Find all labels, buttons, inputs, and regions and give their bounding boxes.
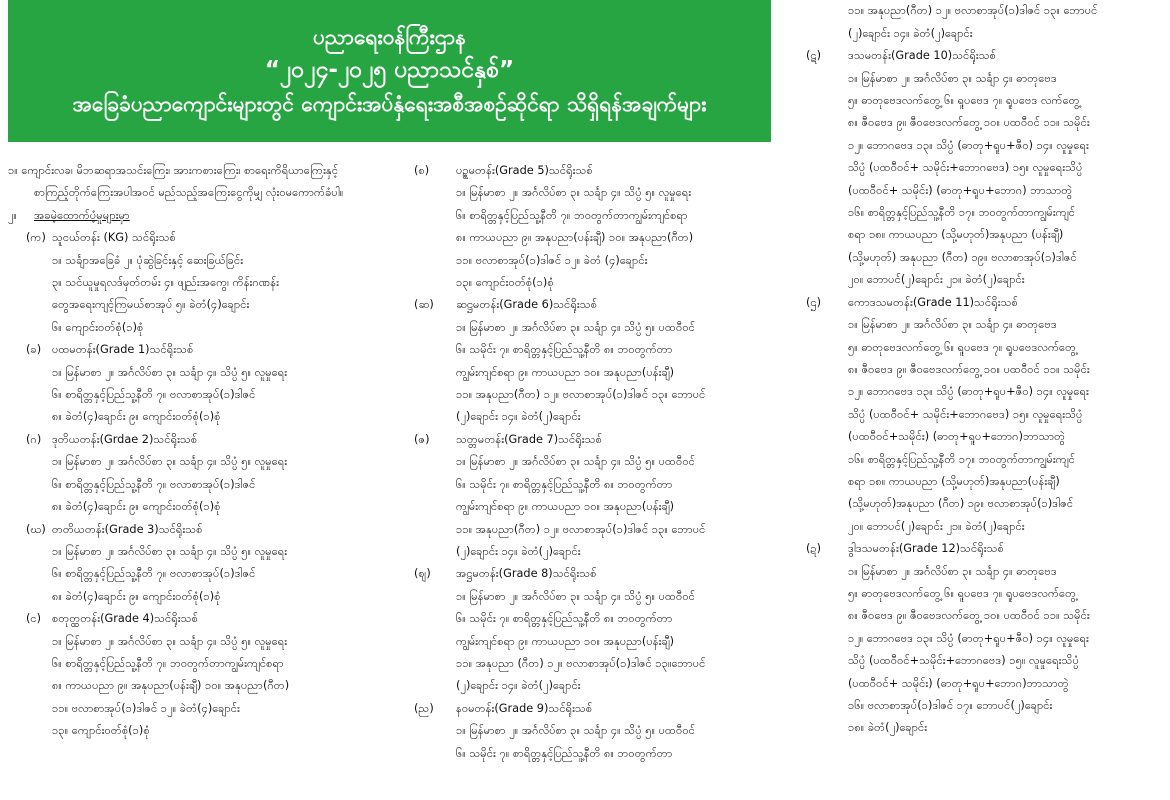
grade-item-line: ၁။ မြန်မာစာ ၂။ အင်္ဂလိပ်စာ ၃။ သင်္ချာ ၄။ သိပ္ပံ ၅။ ပထဝီဝင် (456, 455, 695, 469)
grade-list-1 (8, 227, 396, 742)
grade-item-line: ၁၂။ ဘောဂဗေဒ ၁၃။ သိပ္ပံ (ဓာတု+ရူပ+ဇီဝ) ၁၄။ လူမှုရေး (848, 138, 1089, 152)
grade-block (806, 45, 1170, 291)
grade-block (806, 292, 1170, 538)
heading-text: အခမဲ့ထောက်ပံ့မှုများမှာ (34, 208, 130, 222)
grade-heading (414, 698, 784, 720)
grade-item-line: သိပ္ပံ (ပထဝီဝင်+သမိုင်း+ဘောဂဗေဒ) ၁၅။ လူမှုရေးသိပ္ပံ (848, 654, 1079, 668)
grade-item-line: ၁။ မြန်မာစာ ၂။ အင်္ဂလိပ်စာ ၃။ သင်္ချာ ၄။ ဓာတုဗေဒ (848, 564, 1057, 578)
grade-item-line: (၂)ချောင်း ၁၄။ ခဲတံ(၂)ချောင်း (848, 26, 973, 40)
grade-item-line: ၁။ မြန်မာစာ ၂။ အင်္ဂလိပ်စာ ၃။ သင်္ချာ ၄။ သိပ္ပံ ၅။ လူမှုရေး (52, 455, 288, 469)
notice-title: အခြေခံပညာကျောင်းများတွင် ကျောင်းအပ်နှံရေးအစီအစဉ်ဆိုင်ရာ သိရှိရန်အချက်များ (72, 92, 707, 116)
grade-item-line: ကျွမ်းကျင်စရာ ၉။ ကာယပညာ ၁၀။ အနုပညာ(ပန်းချီ) (456, 634, 675, 648)
title-banner (8, 0, 771, 142)
grade-item-line: ၈။ ခဲတံ(၄)ချောင်း ၉။ ကျောင်းဝတ်စုံ(၁)စုံ (52, 410, 221, 424)
grade-block (806, 538, 1170, 740)
grade-item-line: ၁၈။ ခဲတံ(၂)ချောင်း (848, 721, 928, 735)
grade-item-line: ၆။ စာရိတ္တနှင့်ပြည်သူ့နီတိ ၇။ ဗလာစာအုပ်(၁)ဒါဇင် (52, 567, 256, 581)
grade-marker: (ဌ) (806, 295, 822, 309)
grade-item-line: ၁။ မြန်မာစာ ၂။ အင်္ဂလိပ်စာ ၃။ သင်္ချာ ၄။ သိပ္ပံ ၅။ ပထဝီဝင် (456, 320, 695, 334)
grade-item-line: ၈။ ကာယပညာ ၉။ အနုပညာ(ပန်းချီ) ၁၀။ အနုပညာ(ဂီတ) (52, 679, 290, 693)
column-1 (8, 160, 396, 743)
grade-heading (8, 429, 396, 451)
grade-marker: (ဋ) (806, 49, 822, 63)
grade-marker: (ည) (414, 701, 434, 715)
grade-item-line: ၁၆။ စာရိတ္တနှင့်ပြည်သူ့နီတိ ၁၇။ ဘဝတွက်တာကျွမ်းကျင် (848, 206, 1075, 220)
grade-item-line: ၁၂။ ဘောဂဗေဒ ၁၃။ သိပ္ပံ (ဓာတု+ရူပ+ဇီဝ) ၁၄။ လူမှုရေး (848, 385, 1089, 399)
grade-item-line: ၈။ ခဲတံ(၄)ချောင်း ၉။ ကျောင်းဝတ်စုံ(၁)စုံ (52, 500, 221, 514)
grade-item-line: ၆။ သမိုင်း ၇။ စာရိတ္တနှင့်ပြည်သူ့နီတိ ၈။ ဘဝတွက်တာ (456, 477, 673, 491)
grade-item-line: ၆။ စာရိတ္တနှင့်ပြည်သူ့နီတိ ၇။ ဗလာစာအုပ်(၁)ဒါဇင် (52, 388, 256, 402)
grade-item-line: (၂)ချောင်း ၁၄။ ခဲတံ(၂)ချောင်း (456, 679, 581, 693)
grade-block (8, 339, 396, 429)
grade-title: စတုတ္ထတန်း(Grade 4)သင်ရိုးသစ် (52, 612, 198, 626)
ministry-name: ပညာရေးဝန်ကြီးဌာန (313, 25, 466, 49)
grade-item-line: ၈။ ဇီဝဗေဒ ၉။ ဇီဝဗေဒလက်တွေ့ ၁၀။ ပထဝီဝင် ၁၁။ သမိုင်း (848, 116, 1090, 130)
grade-item-line: ၈။ ဇီဝဗေဒ ၉။ ဇီဝဗေဒလက်တွေ့ ၁၀။ ပထဝီဝင် ၁၁။ သမိုင်း (848, 362, 1090, 376)
grade-item-line: ၁။ မြန်မာစာ ၂။ အင်္ဂလိပ်စာ ၃။ သင်္ချာ ၄။ သိပ္ပံ ၅။ ပထဝီဝင် (456, 724, 695, 738)
grade-heading (414, 563, 784, 585)
grade-block (414, 294, 784, 428)
grade-item-line: ၁၂။ ဘောဂဗေဒ ၁၃။ သိပ္ပံ (ဓာတု+ရူပ+ဇီဝ) ၁၄။ လူမှုရေး (848, 631, 1089, 645)
grade-marker: (င) (26, 612, 42, 626)
grade-marker: (ဇ) (414, 432, 430, 446)
grade-marker: (ဃ) (26, 522, 46, 536)
heading-number: ၂။ (8, 208, 17, 222)
grade-title: အဋ္ဌမတန်း(Grade 8)သင်ရိုးသစ် (456, 567, 597, 581)
grade-marker: (ဈ) (414, 567, 431, 581)
grade-item-line: ၁၁။ ဗလာစာအုပ်(၁)ဒါဇင် ၁၂။ ခဲတံ(၄)ချောင်း (52, 701, 240, 715)
grade-item-line: ၅။ ဓာတုဗေဒလက်တွေ့ ၆။ ရူပဗေဒ ၇။ ရူပဗေဒလက်တွေ့ (848, 586, 1077, 600)
grade-title: သတ္တမတန်း(Grade 7)သင်ရိုးသစ် (456, 432, 602, 446)
grade-item-line: ၁။ မြန်မာစာ ၂။ အင်္ဂလိပ်စာ ၃။ သင်္ချာ ၄။ သိပ္ပံ ၅။ လူမှုရေး (52, 544, 288, 558)
grade-marker: (ဆ) (414, 298, 434, 312)
grade-item-line: စရာ ၁၈။ ကာယပညာ (သို့မဟုတ်)အနုပညာ (ပန်းချီ) (848, 228, 1064, 242)
grade-item-line: ၂၀။ ဘောပင်(၂)ချောင်း ၂၁။ ခဲတံ(၂)ချောင်း (848, 519, 1025, 533)
grade-title: ဒွါဒသမတန်း(Grade 12)သင်ရိုးသစ် (848, 542, 1004, 556)
column-2 (414, 160, 784, 765)
column-3 (806, 0, 1170, 740)
grade-block (8, 227, 396, 339)
grade-block (8, 429, 396, 519)
grade-title: သူငယ်တန်း (KG) သင်ရိုးသစ် (52, 231, 176, 245)
grade-item-line: (၂)ချောင်း ၁၄။ ခဲတံ(၂)ချောင်း (456, 410, 581, 424)
grade-block (414, 160, 784, 294)
grade-title: တတိယတန်း(Grade 3)သင်ရိုးသစ် (52, 522, 203, 536)
grade-item-line: တွေအရေးကျင့်ကြမယ်စာအုပ် ၅။ ခဲတံ(၄)ချောင်း (52, 298, 250, 312)
grade-item-line: ၁။ မြန်မာစာ ၂။ အင်္ဂလိပ်စာ ၃။ သင်္ချာ ၄။ သိပ္ပံ ၅။ လူမှုရေး (52, 365, 288, 379)
grade-marker: (စ) (414, 164, 430, 177)
grade-title: ကောဒသမတန်း(Grade 11)သင်ရိုးသစ် (848, 295, 1018, 309)
grade-item-line: ၈။ ကာယပညာ ၉။ အနုပညာ(ပန်းချီ) ၁၀။ အနုပညာ(ဂီတ) (456, 231, 694, 245)
grade-title: ပဉ္စမတန်း(Grade 5)သင်ရိုးသစ် (456, 164, 593, 177)
grade-item-line: စရာ ၁၈။ ကာယပညာ (သို့မဟုတ်)အနုပညာ(ပန်းချီ) (848, 474, 1060, 488)
grade-item-line: ၁။ မြန်မာစာ ၂။ အင်္ဂလိပ်စာ ၃။ သင်္ချာ ၄။ သိပ္ပံ ၅။ လူမှုရေး (52, 634, 288, 648)
grade-item-line: (၂)ချောင်း ၁၄။ ခဲတံ(၂)ချောင်း (456, 544, 581, 558)
grade-item-line: (ပထဝီဝင်+ သမိုင်း) (ဓာတု+ရူပ+ဘောဂ)ဘာသာတွဲ (848, 676, 1069, 690)
grade-item-line: ၆။ သမိုင်း ၇။ စာရိတ္တနှင့်ပြည်သူ့နီတိ ၈။ ဘဝတွက်တာ (456, 612, 673, 626)
grade-item-line: ၅။ ဓာတုဗေဒလက်တွေ့ ၆။ ရူပဗေဒ ၇။ ရူပဗေဒလက်တွေ့ (848, 340, 1077, 354)
grade-item-line: ၈။ ဇီဝဗေဒ ၉။ ဇီဝဗေဒလက်တွေ့ ၁၀။ ပထဝီဝင် ၁၁။ သမိုင်း (848, 609, 1090, 623)
grade-item-line: ကျွမ်းကျင်စရာ ၉။ ကာယပညာ ၁၀။ အနုပညာ(ပန်းချီ) (456, 365, 675, 379)
grade-item-line: ၁။ မြန်မာစာ ၂။ အင်္ဂလိပ်စာ ၃။ သင်္ချာ ၄။ သိပ္ပံ ၅။ လူမှုရေး (456, 186, 692, 200)
grade-item-line: ၆။ သမိုင်း ၇။ စာရိတ္တနှင့်ပြည်သူ့နီတိ ၈။ ဘဝတွက်တာ (456, 746, 673, 760)
grade-heading (806, 45, 1170, 67)
grade-item-line: ၆။ ကျောင်းဝတ်စုံ(၁)စုံ (52, 320, 144, 334)
grade-title: ဒသမတန်း(Grade 10)သင်ရိုးသစ် (848, 49, 997, 63)
grade-item-line: ၂၀။ ဘောပင်(၂)ချောင်း ၂၁။ ခဲတံ(၂)ချောင်း (848, 273, 1025, 287)
grade-list-3 (806, 45, 1170, 740)
free-items-heading (8, 205, 396, 227)
grade-item-line: ၆။ သမိုင်း ၇။ စာရိတ္တနှင့်ပြည်သူ့နီတိ ၈။ ဘဝတွက်တာ (456, 343, 673, 357)
grade-item-line: သိပ္ပံ (ပထဝီဝင်+ သမိုင်း+ဘောဂဗေဒ) ၁၅။ လူမှုရေးသိပ္ပံ (848, 407, 1083, 421)
grade-marker: (ဍ) (806, 542, 822, 556)
grade-title: ဒုတိယတန်း(Grdae 2)သင်ရိုးသစ် (52, 432, 198, 446)
grade-item-line: ၁။ မြန်မာစာ ၂။ အင်္ဂလိပ်စာ ၃။ သင်္ချာ ၄။ ဓာတုဗေဒ (848, 71, 1057, 85)
grade-title: နဝမတန်း(Grade 9)သင်ရိုးသစ် (456, 701, 593, 715)
grade-heading (806, 538, 1170, 560)
grade-item-line: ၁၃။ ကျောင်းဝတ်စုံ(၁)စုံ (52, 724, 150, 738)
grade-block (414, 563, 784, 697)
grade-block (8, 519, 396, 609)
grade-item-line: ၁။ မြန်မာစာ ၂။ အင်္ဂလိပ်စာ ၃။ သင်္ချာ ၄။ ဓာတုဗေဒ (848, 318, 1057, 332)
grade-item-line: ၆။ စာရိတ္တနှင့်ပြည်သူ့နီတိ ၇။ ဘဝတွက်တာကျွမ်းကျင်စရာ (52, 656, 284, 670)
grade-item-line: ၁၁။ အနုပညာ(ဂီတ) ၁၂။ ဗလာစာအုပ်(၁)ဒါဇင် ၁၃။ ဘောပင် (456, 388, 706, 402)
intro-paragraph: ၁။ ကျောင်းလခ၊ မိဘဆရာအသင်းကြေး၊ အားကစားကြေး၊ စာရေးကိရိယာကြေးနှင့် စာကြည့်တိုက်ကြေးအပါအဝင် မည်သည့်အကြေးငွေကိုမျှ လုံးဝမကောက်ခံပါ။ (8, 164, 344, 200)
grade-item-line: ၁။ သင်္ချာအခြေခံ ၂။ ပုံဆွဲခြင်းနှင့် ဆေးခြယ်ခြင်း (52, 253, 244, 267)
grade-item-line: ၁၆။ စာရိတ္တနှင့်ပြည်သူ့နီတိ ၁၇။ ဘဝတွက်တာကျွမ်းကျင် (848, 452, 1075, 466)
grade-list-2 (414, 160, 784, 765)
grade-item-line: ၃။ သင်ယူမှုရလဒ်မှတ်တမ်း ၄။ ဖျည်းအကွေ၊ ကိန်းဂဏန်း (52, 276, 279, 290)
grade-item-line: ၁၃။ ကျောင်းဝတ်စုံ(၁)စုံ (456, 276, 554, 290)
grade-item-line: သိပ္ပံ (ပထဝီဝင်+ သမိုင်း+ဘောဂဗေဒ) ၁၅။ လူမှုရေးသိပ္ပံ (848, 161, 1083, 175)
grade-item-line: (ပထဝီဝင်+သမိုင်း) (ဓာတု+ရူပ+ဘောဂ)ဘာသာတွဲ (848, 430, 1066, 444)
grade-item-line: ၁၁။ အနုပညာ(ဂီတ) ၁၂။ ဗလာစာအုပ်(၁)ဒါဇင် ၁၃။ ဘောပင် (848, 4, 1098, 18)
grade-heading (806, 292, 1170, 314)
grade-item-line: ၁၆။ ဗလာစာအုပ်(၁)ဒါဇင် ၁၇။ ဘောပင်(၂)ချောင်း (848, 699, 1053, 712)
grade-title: ပထမတန်း(Grade 1)သင်ရိုးသစ် (52, 343, 194, 357)
grade-marker: (ဂ) (26, 432, 42, 446)
grade-item-line: (သို့မဟုတ်) အနုပညာ (ဂီတ) ၁၉။ ဗလာစာအုပ်(၁)ဒါဇင် (848, 250, 1077, 264)
grade-item-line: (ပထဝီဝင်+ သမိုင်း) (ဓာတု+ရူပ+ဘောဂ) ဘာသာတွဲ (848, 183, 1073, 197)
grade-block (414, 698, 784, 765)
grade-item-line: ၁၁။ အနုပညာ (ဂီတ) ၁၂။ ဗလာစာအုပ်(၁)ဒါဇင် ၁၃။ဘောပင် (456, 656, 706, 670)
grade-item-line: ၈။ ခဲတံ(၄)ချောင်း ၉။ ကျောင်းဝတ်စုံ(၁)စုံ (52, 589, 221, 603)
grade-item-line: ၁၁။ အနုပညာ(ဂီတ) ၁၂။ ဗလာစာအုပ်(၁)ဒါဇင် ၁၃။ ဘောပင် (456, 522, 706, 536)
grade-block (414, 429, 784, 563)
grade-heading (8, 519, 396, 541)
grade-heading (8, 227, 396, 249)
grade-title: ဆဋ္ဌမတန်း(Grade 6)သင်ရိုးသစ် (456, 298, 598, 312)
grade-block (8, 608, 396, 742)
grade-item-line: ၁။ မြန်မာစာ ၂။ အင်္ဂလိပ်စာ ၃။ သင်္ချာ ၄။ သိပ္ပံ ၅။ ပထဝီဝင် (456, 589, 695, 603)
grade-item-line: ကျွမ်းကျင်စရာ ၉။ ကာယပညာ ၁၀။ အနုပညာ(ပန်းချီ) (456, 500, 675, 514)
grade-heading (414, 294, 784, 316)
grade-marker: (ခ) (26, 343, 42, 357)
grade-heading (8, 608, 396, 630)
grade-item-line: (သို့မဟုတ်)အနုပညာ (ဂီတ) ၁၉။ ဗလာစာအုပ်(၁)ဒါဇင် (848, 497, 1074, 511)
grade-marker: (က) (26, 231, 46, 245)
grade-heading (8, 339, 396, 361)
grade-item-line: ၆။ စာရိတ္တနှင့်ပြည်သူ့နီတိ ၇။ ဘဝတွက်တာကျွမ်းကျင်စရာ (456, 208, 688, 222)
grade-item-line: ၅။ ဓာတုဗေဒလက်တွေ့ ၆။ ရူပဗေဒ ၇။ ရူပဗေဒ လက်တွေ့ (848, 94, 1080, 108)
grade-heading (414, 160, 784, 182)
academic-year: “၂၀၂၄-၂၀၂၅ ပညာသင်နှစ်” (264, 57, 515, 83)
grade-9-continued (806, 0, 1170, 45)
grade-item-line: ၁၁။ ဗလာစာအုပ်(၁)ဒါဇင် ၁၂။ ခဲတံ (၄)ချောင်း (456, 253, 648, 267)
grade-item-line: ၆။ စာရိတ္တနှင့်ပြည်သူ့နီတိ ၇။ ဗလာစာအုပ်(၁)ဒါဇင် (52, 477, 256, 491)
grade-heading (414, 429, 784, 451)
